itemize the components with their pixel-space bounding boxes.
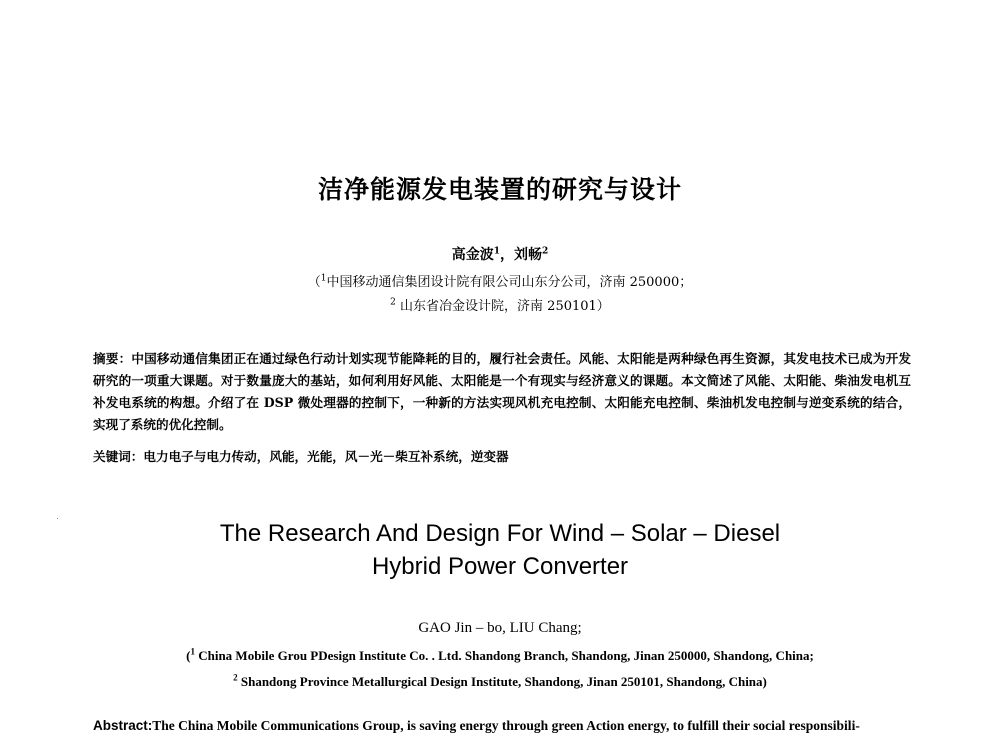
english-abstract-text: The China Mobile Communications Group, is saving energy through green Action energy, to fulfill their social responsibili- <box>152 718 860 733</box>
affiliation-2-mark: 2 <box>390 297 396 308</box>
english-affiliation-1 <box>0 648 1000 664</box>
chinese-authors <box>0 244 1000 264</box>
english-affiliation-2-mark: 2 <box>233 672 238 683</box>
chinese-keywords-text: 电力电子与电力传动，风能，光能，风－光－柴互补系统，逆变器 <box>143 449 509 464</box>
author-2: 刘畅 <box>514 247 542 263</box>
author-1-affiliation-mark: 1 <box>493 246 500 257</box>
author-1: 高金波 <box>451 247 494 263</box>
english-affiliation-open-paren: ( <box>186 648 191 663</box>
chinese-abstract-text: 中国移动通信集团正在通过绿色行动计划实现节能降耗的目的，履行社会责任。风能、太阳能是两种绿色再生资源，其发电技术已成为开发研究的一项重大课题。对于数量庞大的基站，如何利用好风能、太阳能是一个有现实与经济意义的课题。本文简述了风能、太阳能、柴油发电机互补发电系统的构想。介绍了在 DSP 微处理器的控制下，一种新的方法实现风机充电控制、太阳能充电控制、柴油机发电控制与逆变系统的结合，实现了系统的优化控制。 <box>93 351 912 432</box>
affiliation-open-paren: （ <box>307 275 321 290</box>
chinese-abstract-label: 摘要： <box>93 351 132 366</box>
english-affiliation-2 <box>0 674 1000 690</box>
affiliation-2-text: 山东省冶金设计院，济南 250101） <box>400 299 610 314</box>
english-title-line-2: Hybrid Power Converter <box>371 553 629 580</box>
english-title <box>0 517 1000 583</box>
chinese-keywords-label: 关键词： <box>93 449 144 464</box>
english-abstract <box>93 718 923 734</box>
affiliation-1-text: 中国移动通信集团设计院有限公司山东分公司，济南 250000； <box>326 275 693 290</box>
affiliation-1-mark: 1 <box>320 273 327 284</box>
chinese-title: 洁净能源发电装置的研究与设计 <box>317 175 682 204</box>
english-affiliation-2-text: Shandong Province Metallurgical Design Institute, Shandong, Jinan 250101, Shandong, China) <box>237 674 767 689</box>
author-2-affiliation-mark: 2 <box>542 246 549 257</box>
english-authors: GAO Jin – bo, LIU Chang; <box>418 620 582 636</box>
chinese-keywords <box>93 447 911 467</box>
english-title-line-1: The Research And Design For Wind – Solar – Diesel <box>219 520 781 547</box>
english-affiliation-1-text: China Mobile Grou PDesign Institute Co. . Ltd. Shandong Branch, Shandong, Jinan 250000, Shandong, China; <box>194 648 814 663</box>
chinese-abstract <box>93 348 911 436</box>
english-abstract-label: Abstract: <box>93 718 153 733</box>
chinese-affiliation-2 <box>0 295 1000 314</box>
english-affiliation-1-mark: 1 <box>190 646 195 657</box>
chinese-affiliation-1 <box>0 271 1000 290</box>
author-separator: ， <box>500 247 514 263</box>
